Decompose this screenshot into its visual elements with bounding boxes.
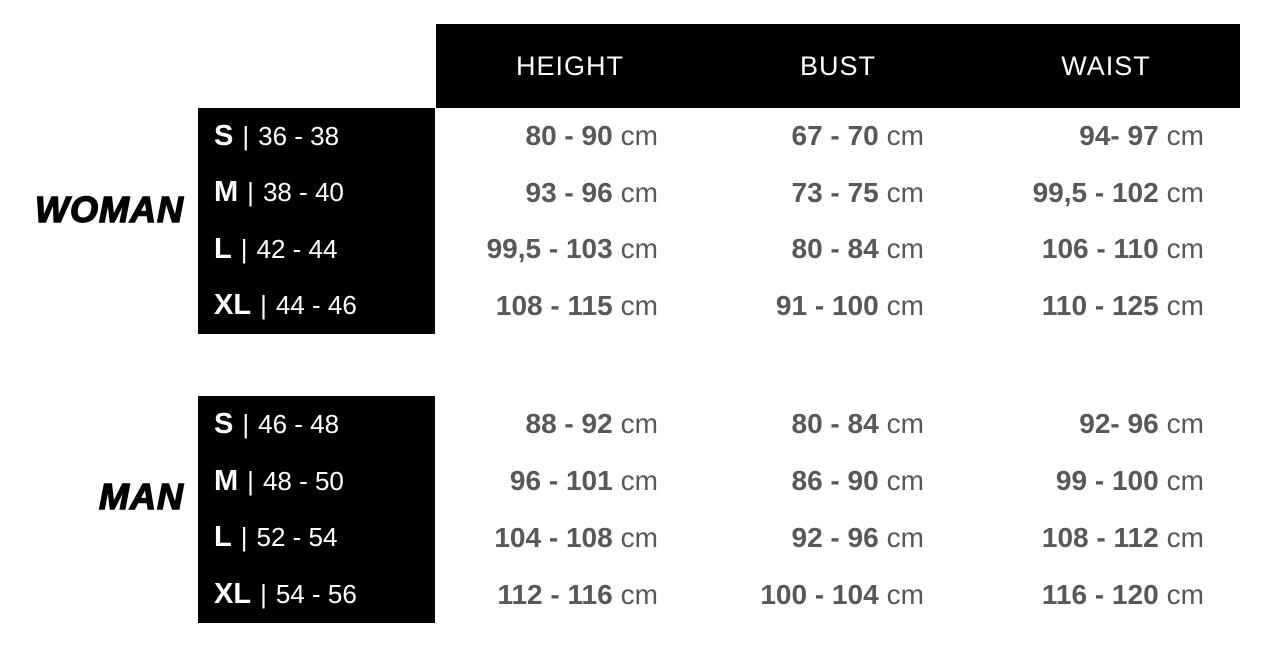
woman-measurements [436,108,1240,334]
bust-cell [704,221,972,278]
size-separator: | [247,465,254,496]
bust-value: 92 - 96 [791,521,879,553]
unit-label: cm [620,521,658,553]
waist-cell [972,453,1240,510]
size-range: 38 - 40 [262,177,344,208]
unit-label: cm [886,233,924,265]
unit-label: cm [620,465,658,497]
height-value: 96 - 101 [509,465,613,497]
height-cell [436,165,704,222]
section-label-man: MAN [99,476,184,517]
unit-label: cm [1166,578,1204,610]
unit-label: cm [886,289,924,321]
size-letter: M [214,464,239,497]
bust-cell [704,396,972,453]
bust-value: 80 - 84 [791,233,879,265]
unit-label: cm [620,289,658,321]
unit-label: cm [620,408,658,440]
size-separator: | [242,408,250,439]
height-cell [436,278,704,335]
unit-label: cm [1166,521,1204,553]
waist-value: 99,5 - 102 [1032,176,1159,208]
waist-value: 99 - 100 [1055,465,1159,497]
bust-cell [704,453,972,510]
size-letter: XL [214,289,252,322]
unit-label: cm [886,408,924,440]
table-row-woman-xl [436,278,1240,335]
section-label-woman: WOMAN [35,189,184,230]
size-row-woman-l [198,221,435,278]
table-row-man-xl [436,566,1240,623]
height-cell [436,510,704,567]
size-separator: | [247,177,254,208]
table-row-woman-m [436,165,1240,222]
table-header [436,24,1240,108]
size-row-man-m [198,453,435,510]
bust-value: 80 - 84 [791,408,879,440]
column-header-height: HEIGHT [515,50,624,81]
size-letter: XL [214,578,252,611]
size-separator: | [260,579,267,610]
waist-value: 92- 96 [1079,408,1159,440]
size-range: 42 - 44 [256,233,338,264]
waist-value: 108 - 112 [1041,521,1159,553]
unit-label: cm [886,465,924,497]
size-row-man-s [198,396,435,453]
unit-label: cm [620,120,658,152]
bust-cell [704,108,972,165]
bust-cell [704,510,972,567]
height-cell [436,566,704,623]
bust-cell [704,278,972,335]
bust-value: 86 - 90 [791,465,879,497]
size-range: 46 - 48 [258,408,340,439]
size-range: 48 - 50 [262,465,344,496]
size-letter: L [214,232,232,265]
unit-label: cm [886,578,924,610]
size-row-woman-xl [198,278,435,335]
size-range: 36 - 38 [258,120,340,151]
column-header-bust: BUST [799,50,876,81]
waist-cell [972,510,1240,567]
table-row-man-s [436,396,1240,453]
unit-label: cm [886,120,924,152]
unit-label: cm [1166,176,1204,208]
height-value: 108 - 115 [495,289,613,321]
waist-value: 94- 97 [1079,120,1159,152]
height-value: 80 - 90 [525,120,613,152]
height-value: 112 - 116 [497,578,613,610]
waist-cell [972,396,1240,453]
unit-label: cm [1166,233,1204,265]
unit-label: cm [620,233,658,265]
waist-cell [972,278,1240,335]
height-cell [436,396,704,453]
waist-cell [972,566,1240,623]
bust-value: 100 - 104 [760,578,879,610]
size-separator: | [240,522,248,553]
unit-label: cm [1166,120,1204,152]
waist-cell [972,165,1240,222]
size-letter: L [214,521,232,554]
waist-value: 106 - 110 [1041,233,1159,265]
woman-sizes-box [198,108,435,334]
size-row-woman-s [198,108,435,165]
table-row-man-m [436,453,1240,510]
height-cell [436,221,704,278]
bust-value: 91 - 100 [775,289,879,321]
unit-label: cm [1166,408,1204,440]
table-row-man-l [436,510,1240,567]
man-measurements [436,396,1240,623]
height-value: 104 - 108 [494,521,613,553]
unit-label: cm [886,176,924,208]
bust-value: 73 - 75 [791,176,879,208]
column-header-waist: WAIST [1061,50,1151,81]
unit-label: cm [620,578,658,610]
unit-label: cm [886,521,924,553]
unit-label: cm [1166,465,1204,497]
unit-label: cm [620,176,658,208]
size-separator: | [260,290,267,321]
height-cell [436,453,704,510]
table-row-woman-s [436,108,1240,165]
height-value: 99,5 - 103 [486,233,613,265]
bust-cell [704,165,972,222]
size-range: 44 - 46 [275,290,357,321]
height-value: 93 - 96 [525,176,613,208]
size-separator: | [242,120,250,151]
size-row-man-l [198,510,435,567]
bust-value: 67 - 70 [791,120,879,152]
size-range: 52 - 54 [256,522,338,553]
height-value: 88 - 92 [525,408,613,440]
size-letter: S [214,407,234,440]
size-row-man-xl [198,566,435,623]
waist-cell [972,221,1240,278]
bust-cell [704,566,972,623]
size-row-woman-m [198,165,435,222]
waist-value: 110 - 125 [1041,289,1159,321]
waist-cell [972,108,1240,165]
size-range: 54 - 56 [275,579,357,610]
man-sizes-box [198,396,435,623]
waist-value: 116 - 120 [1041,578,1159,610]
unit-label: cm [1166,289,1204,321]
size-letter: M [214,176,239,209]
size-letter: S [214,119,234,152]
table-row-woman-l [436,221,1240,278]
height-cell [436,108,704,165]
size-separator: | [240,233,248,264]
